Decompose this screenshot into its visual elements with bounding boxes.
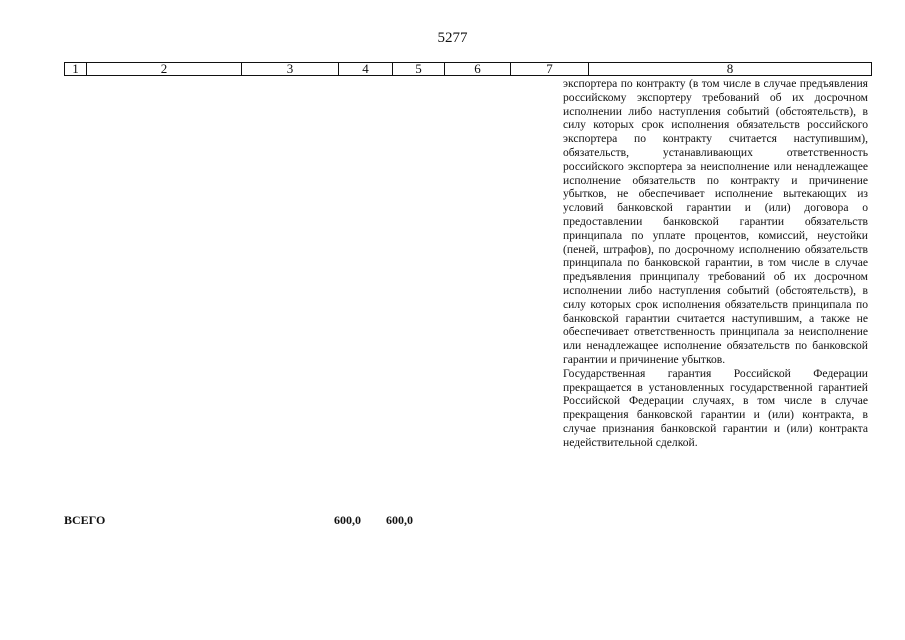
header-col-4: 4 <box>339 63 393 76</box>
total-value-col5: 600,0 <box>386 513 413 527</box>
column-8-paragraph-2: Государственная гарантия Российской Федерации прекращается в установленных государственной гарантией Российской Федерации случаях, в том числе в случае прекращения банковской гарантии и (или) контракта, в случае признания банковской гарантии и (или) контракта недействительной сделкой. <box>563 366 868 449</box>
page-number: 5277 <box>437 30 468 46</box>
header-col-5: 5 <box>393 63 445 76</box>
total-value-col4: 600,0 <box>334 513 361 527</box>
header-col-6: 6 <box>445 63 511 76</box>
header-col-3: 3 <box>242 63 339 76</box>
header-col-1: 1 <box>65 63 87 76</box>
header-col-2: 2 <box>87 63 242 76</box>
total-label: ВСЕГО <box>64 513 106 527</box>
header-col-7: 7 <box>511 63 589 76</box>
column-8-paragraph-1: экспортера по контракту (в том числе в случае предъявления российскому экспортеру требований об их досрочном исполнении либо наступления событий (обстоятельств), в силу которых срок исполнения обязательств российского экспортера по контракту считается наступившим), обязательств, устанавливающих ответственность российского экспортера за неисполнение или ненадлежащее исполнение обязательств по контракту и причинение убытков, не обеспечивает исполнение вытекающих из условий банковской гарантии и (или) договора о предоставлении банковской гарантии обязательств принципала по уплате процентов, комиссий, неустойки (пеней, штрафов), по досрочному исполнению обязательств принципала по банковской гарантии, в том числе в случае предъявления принципалу требований об их досрочном исполнении либо наступления событий (обстоятельств), в силу которых срок исполнения обязательств принципала по банковской гарантии считается наступившим, а также не обеспечивает ответственность принципала за неисполнение или ненадлежащее исполнение обязательств по банковской гарантии и причинение убытков. <box>563 77 868 366</box>
column-8-text <box>563 77 868 450</box>
header-col-8: 8 <box>589 63 872 76</box>
table-header <box>64 62 872 76</box>
